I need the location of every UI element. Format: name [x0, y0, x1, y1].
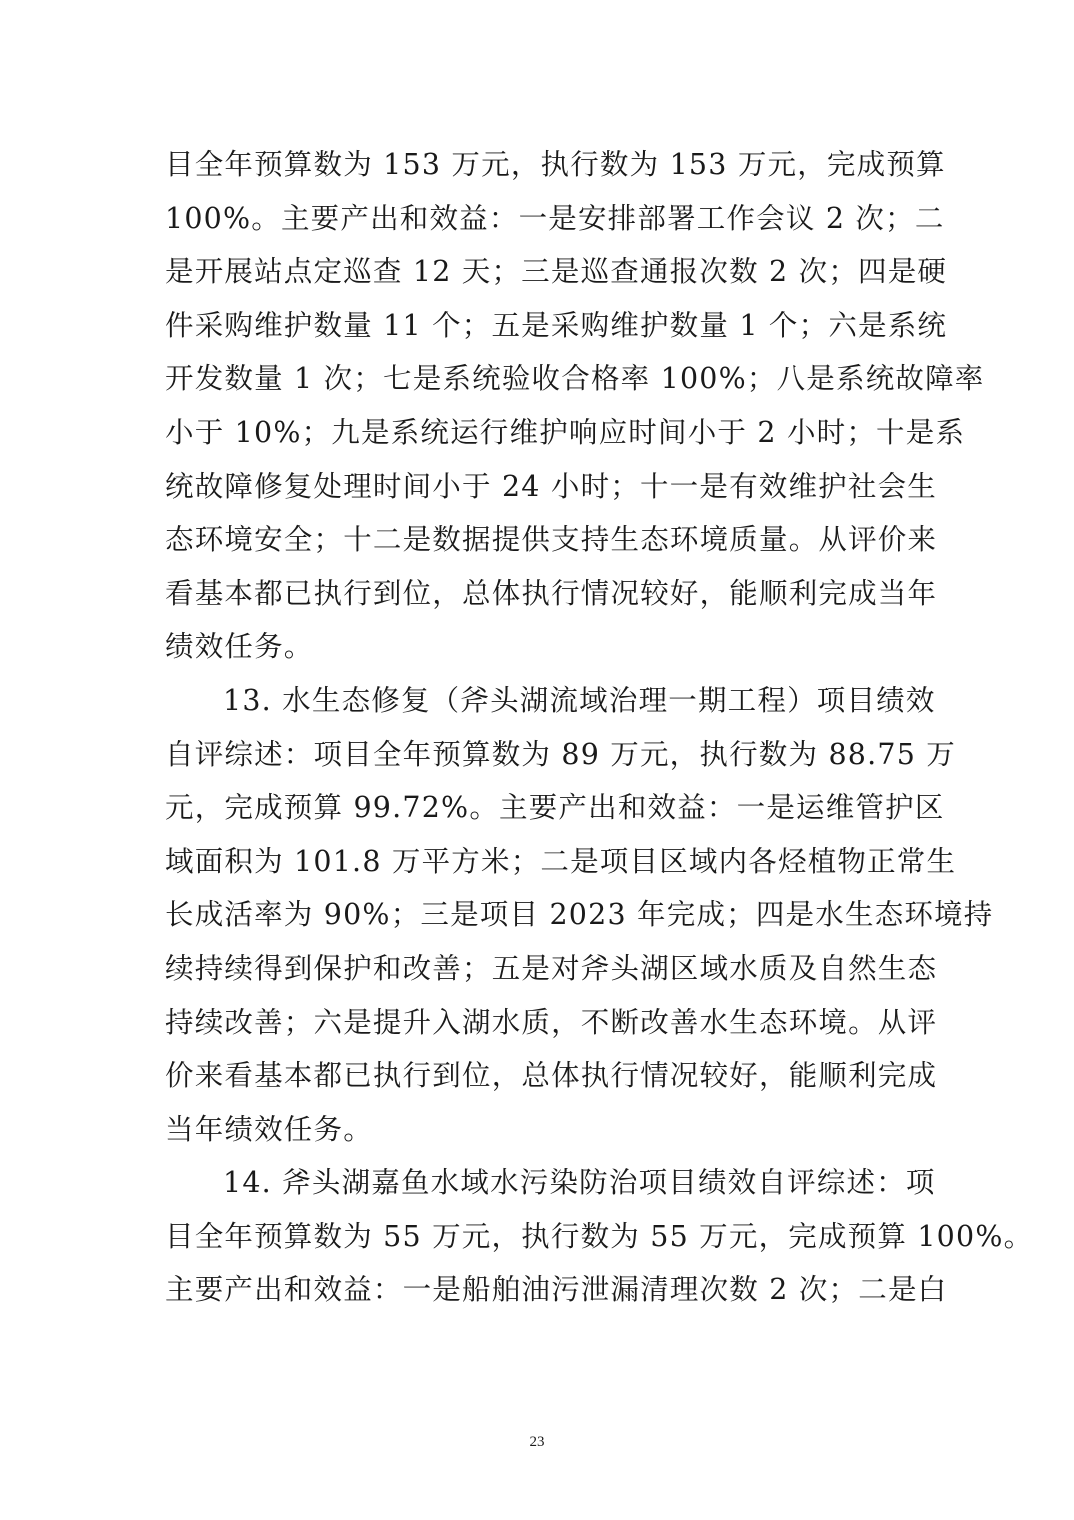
text-line: 小于 10%；九是系统运行维护响应时间小于 2 小时；十是系: [165, 415, 966, 449]
text-line: 件采购维护数量 11 个；五是采购维护数量 1 个；六是系统: [165, 308, 948, 342]
text-line: 100%。主要产出和效益：一是安排部署工作会议 2 次；二: [165, 201, 945, 235]
text-line: 态环境安全；十二是数据提供支持生态环境质量。从评价来: [165, 523, 938, 557]
text-line: 续持续得到保护和改善；五是对斧头湖区域水质及自然生态: [165, 951, 938, 985]
text-line: 主要产出和效益：一是船舶油污泄漏清理次数 2 次；二是白: [165, 1273, 948, 1307]
text-line: 长成活率为 90%；三是项目 2023 年完成；四是水生态环境持: [165, 898, 994, 932]
text-line: 绩效任务。: [165, 630, 314, 664]
text-line: 价来看基本都已执行到位，总体执行情况较好，能顺利完成: [165, 1059, 938, 1093]
text-line: 统故障修复处理时间小于 24 小时；十一是有效维护社会生: [165, 469, 937, 503]
text-line: 13. 水生态修复（斧头湖流域治理一期工程）项目绩效: [223, 683, 936, 717]
text-line: 开发数量 1 次；七是系统验收合格率 100%；八是系统故障率: [165, 362, 985, 396]
text-line: 元，完成预算 99.72%。主要产出和效益：一是运维管护区: [165, 791, 945, 825]
text-line: 目全年预算数为 55 万元，执行数为 55 万元，完成预算 100%。: [165, 1219, 1034, 1253]
text-line: 看基本都已执行到位，总体执行情况较好，能顺利完成当年: [165, 576, 938, 610]
text-line: 域面积为 101.8 万平方米；二是项目区域内各烃植物正常生: [165, 844, 957, 878]
text-line: 持续改善；六是提升入湖水质，不断改善水生态环境。从评: [165, 1005, 938, 1039]
text-line: 自评综述：项目全年预算数为 89 万元，执行数为 88.75 万: [165, 737, 956, 771]
text-line: 目全年预算数为 153 万元，执行数为 153 万元，完成预算: [165, 148, 946, 181]
body-text: [165, 138, 1034, 1317]
page-number: 23: [529, 1434, 545, 1450]
text-line: 是开展站点定巡查 12 天；三是巡查通报次数 2 次；四是硬: [165, 255, 948, 289]
text-line: 14. 斧头湖嘉鱼水域水污染防治项目绩效自评综述：项: [223, 1166, 936, 1200]
text-line: 当年绩效任务。: [165, 1112, 373, 1146]
